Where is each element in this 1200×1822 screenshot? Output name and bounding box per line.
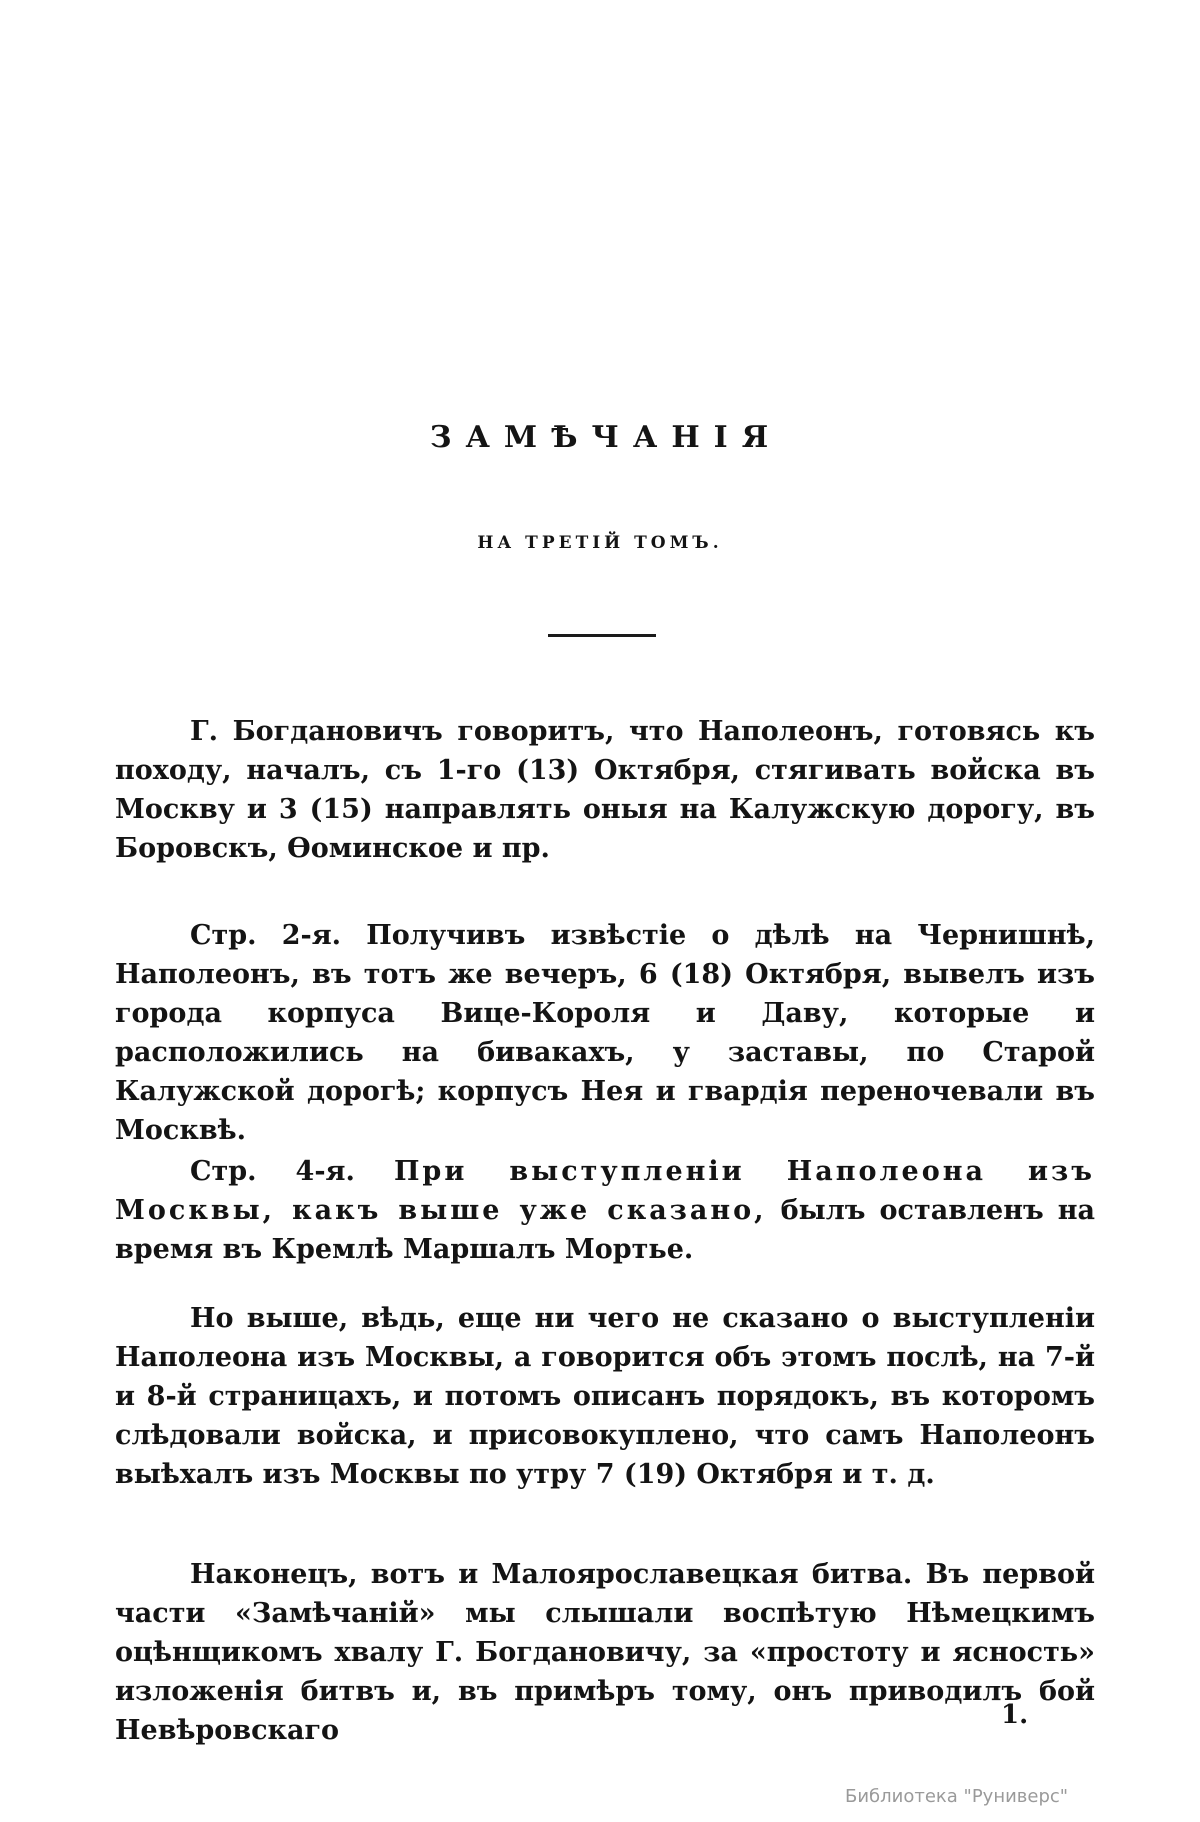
library-watermark: Библиотека "Руниверс" — [845, 1786, 1069, 1807]
title-divider — [548, 634, 656, 637]
chapter-title: ЗАМѢЧАНІЯ — [429, 420, 783, 455]
paragraph-text: Г. Богдановичъ говоритъ, что Наполеонъ, готовясь къ походу, началъ, съ 1-го (13) Октября, стягивать войска въ Москву и 3 (15) направлять оныя на Калужскую дорогу, въ Боровскъ, Ѳоминское и пр. — [115, 716, 1095, 864]
paragraph-text — [115, 1152, 1095, 1269]
chapter-subtitle: НА ТРЕТІЙ ТОМЪ. — [477, 533, 723, 553]
paragraph-3 — [115, 1152, 1095, 1269]
spaced-quote: При выступленіи Наполеона изъ Москвы, какъ выше уже сказано, — [115, 1156, 1095, 1226]
page-number: 1. — [1001, 1700, 1029, 1730]
paragraph-1 — [115, 712, 1095, 868]
paragraph-text: Но выше, вѣдь, еще ни чего не сказано о выступленіи Наполеона изъ Москвы, а говорится объ этомъ послѣ, на 7-й и 8-й страницахъ, и потомъ описанъ порядокъ, въ которомъ слѣдовали войска, и присовокуплено, что самъ Наполеонъ выѣхалъ изъ Москвы по утру 7 (19) Октября и т. д. — [115, 1303, 1095, 1490]
paragraph-text: Наконецъ, вотъ и Малоярославецкая битва. Въ первой части «Замѣчаній» мы слышали воспѣтую Нѣмецкимъ оцѣнщикомъ хвалу Г. Богдановичу, за «простоту и ясность» изложенія битвъ и, въ примѣръ тому, онъ приводилъ бой Невѣровскаго — [115, 1559, 1095, 1746]
paragraph-text: Стр. 2-я. Получивъ извѣстіе о дѣлѣ на Чернишнѣ, Наполеонъ, въ тотъ же вечеръ, 6 (18) Октября, вывелъ изъ города корпуса Вице-Короля и Даву, которые и расположились на бивакахъ, у заставы, по Старой Калужской дорогѣ; корпусъ Нея и гвардія переночевали въ Москвѣ. — [115, 920, 1095, 1146]
paragraph-2 — [115, 916, 1095, 1150]
paragraph-5 — [115, 1555, 1095, 1750]
paragraph-rest: былъ оставленъ на время въ Кремлѣ Маршалъ Мортье. — [115, 1195, 1095, 1265]
paragraph-4 — [115, 1299, 1095, 1494]
paragraph-lead: Стр. 4-я. — [190, 1156, 355, 1187]
